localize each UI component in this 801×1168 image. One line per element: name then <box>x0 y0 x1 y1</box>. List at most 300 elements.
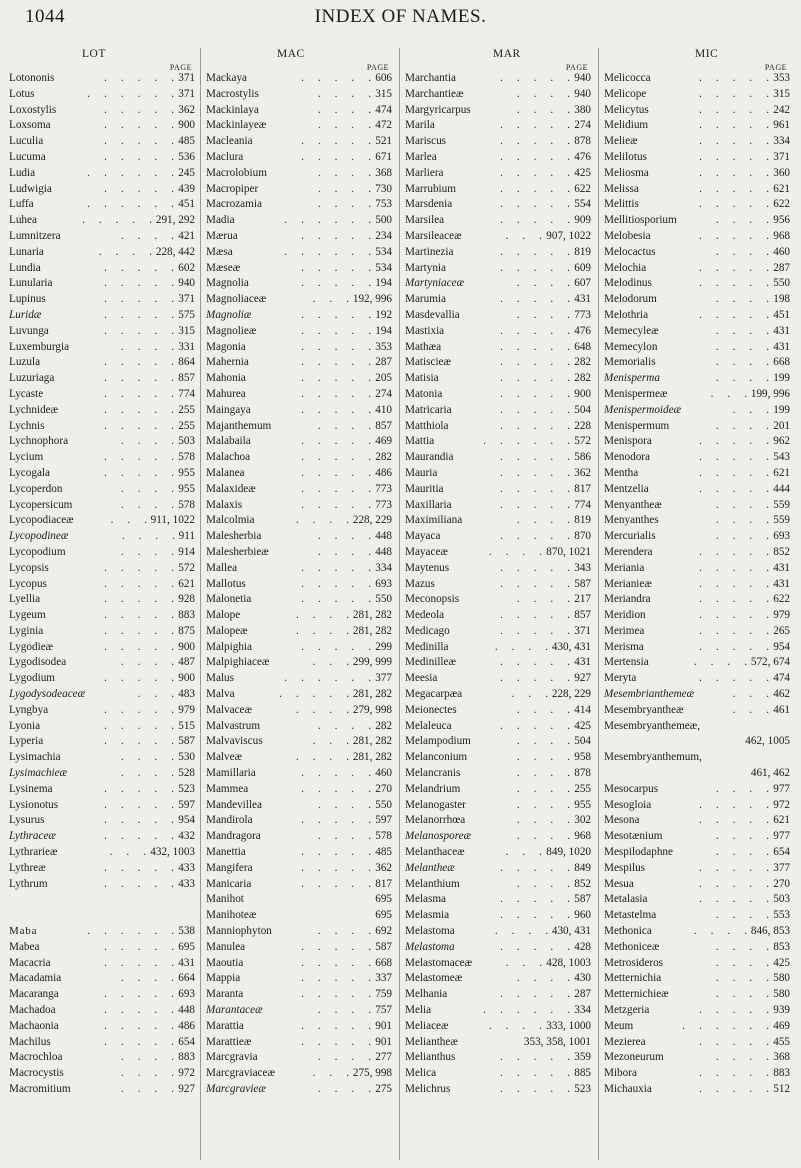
entry-page: 817 <box>375 877 392 890</box>
entry-name: Mandevillea <box>206 798 262 811</box>
entry-name: Lychnophora <box>9 435 69 448</box>
index-entry <box>599 687 794 703</box>
index-entry <box>201 498 396 514</box>
entry-page: 430 <box>574 972 591 985</box>
entry-name: Mentzelia <box>604 482 649 495</box>
dot-leader: . . . . . <box>104 1035 174 1048</box>
dot-leader: . . . . . . <box>682 1019 769 1032</box>
dot-leader: . . . . . <box>104 798 174 811</box>
entry-name: Lythrarieæ <box>9 846 58 859</box>
entry-name: Melittis <box>604 198 639 211</box>
entry-page: 299, 999 <box>352 656 392 669</box>
dot-leader: . . . . . <box>699 119 769 132</box>
entry-name: Melothria <box>604 308 649 321</box>
dot-leader: . . . . . <box>699 261 769 274</box>
entry-page: 425 <box>773 956 790 969</box>
entry-page: 282 <box>375 719 392 732</box>
entry-page: 883 <box>178 1051 195 1064</box>
dot-leader: . . . . . <box>104 1004 174 1017</box>
dot-leader: . . . . . <box>301 466 371 479</box>
entry-name: Lotus <box>9 87 35 100</box>
entry-name: Mauritia <box>405 482 444 495</box>
entry-page: 559 <box>773 498 790 511</box>
entry-name: Lycium <box>9 451 44 464</box>
entry-name: Lycopodium <box>9 545 66 558</box>
dot-leader: . . . . . <box>500 940 570 953</box>
entry-page: 853 <box>773 940 790 953</box>
entry-page: 362 <box>574 466 591 479</box>
entry-name: Malopeæ <box>206 624 248 637</box>
entry-name: Marsileaceæ <box>405 229 462 242</box>
dot-leader: . . . . . <box>301 229 371 242</box>
dot-leader: . . . <box>137 688 174 701</box>
dot-leader: . . . . . <box>104 561 174 574</box>
dot-leader: . . . . . <box>301 814 371 827</box>
entry-name: Michauxia <box>604 1083 652 1095</box>
dot-leader: . . . . <box>715 340 769 353</box>
index-entry <box>599 403 794 419</box>
index-entry <box>201 940 396 956</box>
entry-page: 523 <box>178 782 195 795</box>
entry-page: 914 <box>178 545 195 558</box>
entry-name: Luculia <box>9 135 44 148</box>
entry-name: Mariscus <box>405 135 447 148</box>
entry-page: 849, 1020 <box>546 846 591 859</box>
dot-leader: . . . . . <box>699 814 769 827</box>
index-entry <box>201 624 396 640</box>
entry-page: 353 <box>773 72 790 84</box>
index-entry <box>400 940 595 956</box>
dot-leader: . . . . . <box>104 830 174 843</box>
entry-page: 774 <box>574 498 591 511</box>
dot-leader: . . . . . <box>699 1067 769 1080</box>
entry-name: Melianthеæ <box>405 1035 458 1048</box>
dot-leader: . . . . . <box>301 277 371 290</box>
entry-name: Manettia <box>206 846 246 859</box>
index-entry <box>4 450 199 466</box>
entry-name: Macrochloa <box>9 1051 63 1064</box>
entry-page: 572 <box>574 435 591 448</box>
dot-leader: . . . . <box>516 877 570 890</box>
dot-leader: . . . . . <box>301 956 371 969</box>
entry-page: 940 <box>574 72 591 84</box>
page-column-header: PAGE <box>169 63 192 72</box>
dot-leader: . . . <box>511 688 548 701</box>
index-entry <box>201 229 396 245</box>
index-entry <box>400 956 595 972</box>
dot-leader: . . . . <box>317 166 371 179</box>
index-entry <box>400 671 595 687</box>
entry-name: Maxillaria <box>405 498 452 511</box>
entry-page: 192 <box>375 308 392 321</box>
dot-leader: . . . . <box>715 830 769 843</box>
entry-name: Mesotænium <box>604 830 663 843</box>
entry-name: Melica <box>405 1067 437 1080</box>
index-entry <box>201 371 396 387</box>
entry-page: 979 <box>178 703 195 716</box>
entry-name: Macromitium <box>9 1083 71 1095</box>
entry-page: 274 <box>574 119 591 132</box>
index-entry <box>201 1082 396 1098</box>
dot-leader: . . . . <box>715 846 769 859</box>
dot-leader: . . . . . <box>301 435 371 448</box>
entry-name: Manihot <box>206 893 244 906</box>
entry-page: 954 <box>178 814 195 827</box>
entry-name: Medinilleæ <box>405 656 456 669</box>
index-entry <box>4 861 199 877</box>
index-entry <box>400 750 595 766</box>
dot-leader: . . . . . <box>301 482 371 495</box>
index-entry <box>599 229 794 245</box>
dot-leader: . . . . . <box>301 498 371 511</box>
entry-name: Machadoa <box>9 1004 56 1017</box>
entry-name: Malus <box>206 672 234 685</box>
entry-name: Macrolobium <box>206 166 267 179</box>
entry-name: Melhania <box>405 988 448 1001</box>
index-entry <box>4 1003 199 1019</box>
dot-leader: . . . . . <box>500 672 570 685</box>
dot-leader: . . . . <box>715 498 769 511</box>
entry-page: 287 <box>574 988 591 1001</box>
dot-leader: . . . . . <box>500 530 570 543</box>
entry-name: Lyginia <box>9 624 44 637</box>
entry-name: Megacarpæa <box>405 688 463 701</box>
dot-leader: . . . . . <box>104 387 174 400</box>
dot-leader: . . . . . <box>104 940 174 953</box>
index-entry <box>599 1050 794 1066</box>
dot-leader: . . . . . <box>500 324 570 337</box>
dot-leader: . . . . . <box>500 988 570 1001</box>
index-entry <box>400 292 595 308</box>
dot-leader: . . . . . <box>500 466 570 479</box>
entry-name: Maytenus <box>405 561 450 574</box>
entry-page: 773 <box>375 482 392 495</box>
entry-name: Melochia <box>604 261 647 274</box>
dot-leader: . . . . . <box>500 861 570 874</box>
entry-page: 979 <box>773 609 790 622</box>
dot-leader: . . . . . <box>104 451 174 464</box>
dot-leader: . . . . . <box>500 340 570 353</box>
entry-name: Mesocarpus <box>604 782 659 795</box>
index-entry <box>4 1019 199 1035</box>
entry-name: Melodinus <box>604 277 652 290</box>
entry-name: Mertensia <box>604 656 649 669</box>
entry-page: 909 <box>574 214 591 227</box>
dot-leader: . . . . . <box>699 451 769 464</box>
entry-name: Lycopodiaceæ <box>9 514 74 527</box>
index-entry <box>201 482 396 498</box>
entry-name: Malveæ <box>206 751 243 764</box>
dot-leader: . . . . <box>516 277 570 290</box>
entry-name: Metalasia <box>604 893 648 906</box>
index-entry <box>201 245 396 261</box>
entry-name: Marattia <box>206 1019 244 1032</box>
dot-leader: . . . . . <box>301 640 371 653</box>
entry-page: 431 <box>773 324 790 337</box>
dot-leader: . . . . . <box>104 735 174 748</box>
index-entry <box>400 371 595 387</box>
page-column-header: PAGE <box>565 63 588 72</box>
index-entry <box>400 513 595 529</box>
dot-leader: . . . <box>505 846 542 859</box>
index-entry <box>400 276 595 292</box>
entry-page: 282 <box>574 356 591 369</box>
index-entry <box>400 529 595 545</box>
index-entry <box>201 608 396 624</box>
entry-name: Methonica <box>604 925 652 938</box>
dot-leader: . . . . . <box>500 909 570 922</box>
dot-leader: . . . . . <box>301 577 371 590</box>
dot-leader: . . . . <box>715 293 769 306</box>
entry-page: 693 <box>773 530 790 543</box>
index-entry <box>599 308 794 324</box>
index-entry <box>4 387 199 403</box>
entry-page: 940 <box>178 277 195 290</box>
entry-name: Magnoliæ <box>206 308 252 321</box>
entry-name: Malaxideæ <box>206 482 256 495</box>
entry-name: Mastixia <box>405 324 445 337</box>
index-entry <box>4 1066 199 1082</box>
dot-leader: . . . . . <box>699 72 769 84</box>
dot-leader: . . . <box>505 229 542 242</box>
entry-name: Lysinema <box>9 782 53 795</box>
index-entry <box>599 134 794 150</box>
dot-leader: . . . <box>312 735 349 748</box>
entry-name: Lysimachieæ <box>9 767 68 780</box>
index-entry <box>400 766 595 782</box>
dot-leader: . . . . . <box>699 103 769 116</box>
index-entry <box>4 134 199 150</box>
index-entry <box>201 292 396 308</box>
index-entry <box>201 118 396 134</box>
index-entry <box>599 87 794 103</box>
entry-page: 270 <box>375 782 392 795</box>
entry-page: 621 <box>773 814 790 827</box>
entry-name: Medicago <box>405 624 450 637</box>
dot-leader: . . . . . <box>104 719 174 732</box>
entry-name: Lundia <box>9 261 41 274</box>
index-entry <box>201 355 396 371</box>
index-entry <box>201 845 396 861</box>
entry-name: Melancranis <box>405 767 461 780</box>
entry-name: Melieæ <box>604 135 638 148</box>
entry-name: Maurandia <box>405 451 454 464</box>
entry-page: 927 <box>574 672 591 685</box>
dot-leader: . . . <box>312 1067 349 1080</box>
dot-leader: . . . . <box>494 640 548 653</box>
entry-page: 528 <box>178 767 195 780</box>
index-entry <box>400 387 595 403</box>
entry-page: 852 <box>773 545 790 558</box>
entry-page: 972 <box>773 798 790 811</box>
index-entry <box>201 561 396 577</box>
entry-name: Mackinlayeæ <box>206 119 267 132</box>
entry-page: 291, 292 <box>155 214 195 227</box>
index-entry <box>599 371 794 387</box>
entry-page: 870, 1021 <box>546 545 591 558</box>
entry-page: 362 <box>178 103 195 116</box>
entry-name: Melanconium <box>405 751 468 764</box>
index-entry <box>400 971 595 987</box>
entry-name: Memecylon <box>604 340 658 353</box>
dot-leader: . . . . <box>715 372 769 385</box>
index-entry <box>400 798 595 814</box>
dot-leader: . . . . . <box>301 846 371 859</box>
entry-page: 695 <box>375 909 392 922</box>
dot-leader: . . . . . <box>301 767 371 780</box>
entry-name: Matonia <box>405 387 443 400</box>
dot-leader: . . . . . <box>301 451 371 464</box>
dot-leader: . . . . <box>516 814 570 827</box>
entry-page: 448 <box>178 1004 195 1017</box>
index-entry <box>599 734 794 750</box>
index-entry <box>599 1066 794 1082</box>
dot-leader: . . . . . . <box>284 214 371 227</box>
index-entry <box>4 261 199 277</box>
entry-page: 279, 998 <box>352 703 392 716</box>
dot-leader: . . . . . <box>699 435 769 448</box>
entry-name: Medinilla <box>405 640 449 653</box>
entry-page: 521 <box>375 135 392 148</box>
entry-name: Martinezia <box>405 245 454 258</box>
index-entry <box>4 513 199 529</box>
entry-name: 462, 1005 <box>745 735 790 748</box>
entry-page: 846, 853 <box>750 925 790 938</box>
entry-page: 759 <box>375 988 392 1001</box>
index-entry <box>201 182 396 198</box>
index-entry <box>201 766 396 782</box>
index-entry <box>4 545 199 561</box>
dot-leader: . . . . <box>120 482 174 495</box>
index-entry <box>4 845 199 861</box>
dot-leader: . . . . . <box>500 893 570 906</box>
entry-name: Lysurus <box>9 814 45 827</box>
dot-leader: . . . . <box>715 972 769 985</box>
entry-name: Melissa <box>604 182 639 195</box>
entry-page: 753 <box>375 198 392 211</box>
entry-name: Lunularia <box>9 277 53 290</box>
entry-page: 956 <box>773 214 790 227</box>
entry-name: Mesembryanthemum, <box>604 751 702 764</box>
entry-name: Mesembrianthemeæ <box>604 688 695 701</box>
index-entry <box>400 324 595 340</box>
dot-leader: . . . . . <box>104 356 174 369</box>
entry-name: Lyellia <box>9 593 41 606</box>
entry-name: Mackaya <box>206 72 247 84</box>
dot-leader: . . . . <box>516 735 570 748</box>
entry-page: 538 <box>178 925 195 938</box>
dot-leader: . . . . . <box>104 782 174 795</box>
dot-leader: . . . . <box>295 703 349 716</box>
entry-name: Melicocca <box>604 72 651 84</box>
entry-page: 955 <box>178 466 195 479</box>
entry-page: 462 <box>773 688 790 701</box>
entry-page: 377 <box>375 672 392 685</box>
entry-page: 431 <box>773 340 790 353</box>
entry-page: 928 <box>178 593 195 606</box>
dot-leader: . . . . <box>317 182 371 195</box>
entry-page: 425 <box>574 166 591 179</box>
index-entry <box>400 861 595 877</box>
entry-name: Menisperma <box>604 372 660 385</box>
entry-page: 461 <box>773 703 790 716</box>
dot-leader: . . . . . . <box>87 87 174 100</box>
entry-page: 474 <box>375 103 392 116</box>
dot-leader: . . . . . <box>699 166 769 179</box>
dot-leader: . . . . . <box>699 198 769 211</box>
entry-page: 900 <box>178 119 195 132</box>
index-entry <box>599 450 794 466</box>
entry-page: 954 <box>773 640 790 653</box>
dot-leader: . . . . <box>516 87 570 100</box>
index-entry <box>4 403 199 419</box>
index-entry <box>400 419 595 435</box>
entry-name: Malcolmia <box>206 514 255 527</box>
entry-page: 572, 674 <box>750 656 790 669</box>
entry-page: 199 <box>773 403 790 416</box>
index-entry <box>599 213 794 229</box>
entry-page: 432 <box>178 830 195 843</box>
entry-page: 817 <box>574 482 591 495</box>
entry-page: 580 <box>773 972 790 985</box>
index-entry <box>400 118 595 134</box>
index-entry <box>201 813 396 829</box>
entry-page: 693 <box>375 577 392 590</box>
index-entry <box>201 529 396 545</box>
entry-page: 587 <box>178 735 195 748</box>
dot-leader: . . . . . <box>82 214 152 227</box>
entry-name: Malesherbieæ <box>206 545 269 558</box>
entry-page: 281, 282 <box>352 751 392 764</box>
index-entry <box>201 340 396 356</box>
page-number: 1044 <box>25 6 65 27</box>
index-entry <box>400 877 595 893</box>
entry-page: 448 <box>375 545 392 558</box>
index-entry <box>201 324 396 340</box>
entry-page: 962 <box>773 435 790 448</box>
entry-page: 255 <box>178 403 195 416</box>
entry-name: Melia <box>405 1004 432 1017</box>
dot-leader: . . . . <box>516 751 570 764</box>
index-entry <box>599 845 794 861</box>
dot-leader: . . . . <box>121 530 175 543</box>
entry-name: Mabea <box>9 940 40 953</box>
entry-name: Meliosma <box>604 166 649 179</box>
entry-name: Luzuriaga <box>9 372 55 385</box>
entry-page: 500 <box>375 214 392 227</box>
entry-page: 242 <box>773 103 790 116</box>
entry-page: 334 <box>375 561 392 574</box>
dot-leader: . . . . . <box>699 1004 769 1017</box>
entry-name: Ludwigia <box>9 182 52 195</box>
entry-page: 474 <box>773 672 790 685</box>
entry-name: Mathæa <box>405 340 442 353</box>
entry-page: 597 <box>375 814 392 827</box>
entry-name: Maximiliana <box>405 514 463 527</box>
entry-page: 955 <box>574 798 591 811</box>
index-entry <box>599 924 794 940</box>
index-entry <box>4 592 199 608</box>
dot-leader: . . . . <box>317 798 371 811</box>
entry-name: Macadamia <box>9 972 62 985</box>
entry-page: 451 <box>178 198 195 211</box>
entry-name: Malpighiaceæ <box>206 656 270 669</box>
entry-name: Mæruа <box>206 229 238 242</box>
entry-name: Menispermoideæ <box>604 403 682 416</box>
entry-page: 852 <box>574 877 591 890</box>
entry-name: Lysimachia <box>9 751 61 764</box>
entry-page: 275, 998 <box>352 1067 392 1080</box>
